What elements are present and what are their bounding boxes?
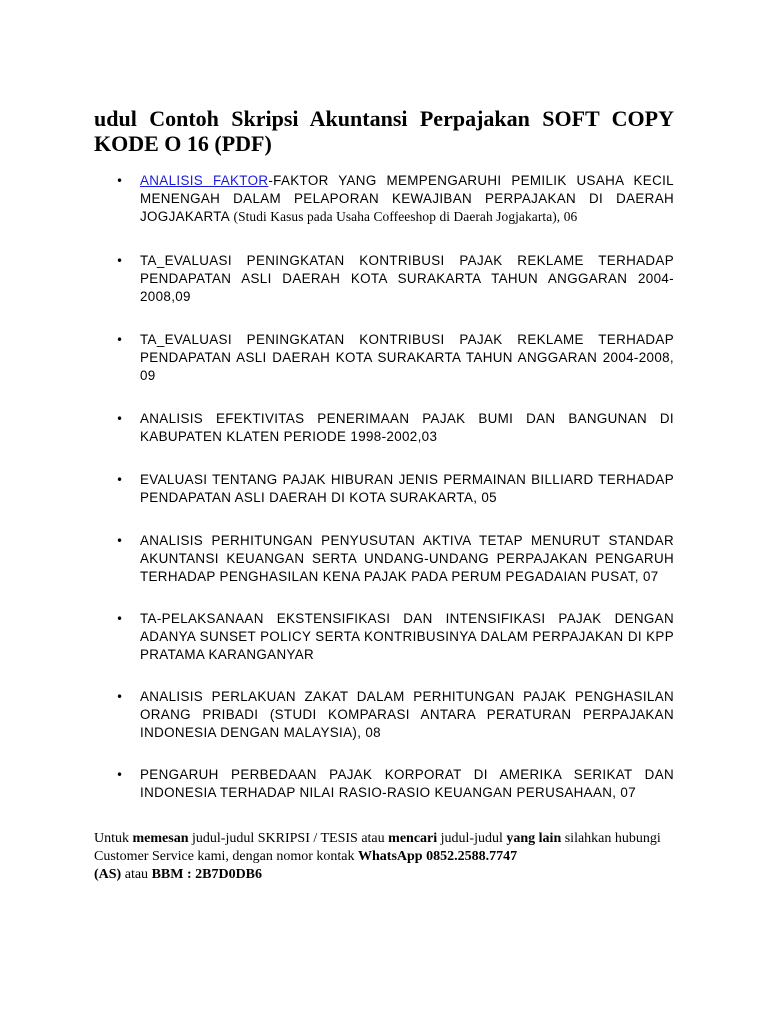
list-item-text: EVALUASI TENTANG PAJAK HIBURAN JENIS PERMAINAN BILLIARD TERHADAP PENDAPATAN ASLI DAERAH DI KOTA SURAKARTA, 05 xyxy=(140,472,674,505)
list-item xyxy=(116,688,674,742)
contact-emphasis: mencari xyxy=(388,831,438,846)
bullet-icon: • xyxy=(116,612,124,626)
list-item-text: ANALISIS PERHITUNGAN PENYUSUTAN AKTIVA TETAP MENURUT STANDAR AKUNTANSI KEUANGAN SERTA UNDANG-UNDANG PERPAJAKAN PENGARUH TERHADAP PENGHASILAN KENA PAJAK PADA PERUM PEGADAIAN PUSAT, 07 xyxy=(140,533,674,584)
list-item xyxy=(116,471,674,507)
analisis-faktor-link[interactable]: ANALISIS FAKTOR xyxy=(140,173,269,188)
contact-emphasis: (AS) xyxy=(94,867,122,882)
contact-paragraph xyxy=(94,830,694,884)
list-item xyxy=(116,766,674,802)
list-item-text: -FAKTOR YANG MEMPENGARUHI PEMILIK USAHA KECIL MENENGAH DALAM PELAPORAN KEWAJIBAN PERPAJAKAN DI DAERAH JOGJAKARTA xyxy=(140,173,674,224)
document-title: udul Contoh Skripsi Akuntansi Perpajakan SOFT COPY KODE O 16 (PDF) xyxy=(94,106,674,156)
contact-text: atau xyxy=(121,867,152,882)
bullet-icon: • xyxy=(116,174,124,188)
list-item-detail: (Studi Kasus pada Usaha Coffeeshop di Daerah Jogjakarta), 06 xyxy=(230,209,578,224)
list-item xyxy=(116,410,674,446)
contact-text: judul-judul xyxy=(437,831,507,846)
list-item-text: PENGARUH PERBEDAAN PAJAK KORPORAT DI AMERIKA SERIKAT DAN INDONESIA TERHADAP NILAI RASIO-RASIO KEUANGAN PERUSAHAAN, 07 xyxy=(140,767,674,800)
bullet-icon: • xyxy=(116,768,124,782)
whatsapp-number: WhatsApp 0852.2588.7747 xyxy=(358,849,518,864)
bullet-icon: • xyxy=(116,690,124,704)
contact-emphasis: yang lain xyxy=(506,831,562,846)
list-item-text: ANALISIS PERLAKUAN ZAKAT DALAM PERHITUNGAN PAJAK PENGHASILAN ORANG PRIBADI (STUDI KOMPARASI ANTARA PERATURAN PERPAJAKAN INDONESIA DENGAN MALAYSIA), 08 xyxy=(140,689,674,740)
list-item xyxy=(116,532,674,586)
bbm-pin: BBM : 2B7D0DB6 xyxy=(151,867,263,882)
list-item-text: ANALISIS EFEKTIVITAS PENERIMAAN PAJAK BUMI DAN BANGUNAN DI KABUPATEN KLATEN PERIODE 1998-2002,03 xyxy=(140,411,674,444)
list-item-text: TA_EVALUASI PENINGKATAN KONTRIBUSI PAJAK REKLAME TERHADAP PENDAPATAN ASLI DAERAH KOTA SURAKARTA TAHUN ANGGARAN 2004-2008,09 xyxy=(140,253,674,304)
contact-text: judul-judul SKRIPSI / TESIS atau xyxy=(188,831,389,846)
list-item xyxy=(116,610,674,664)
contact-emphasis: memesan xyxy=(132,831,189,846)
contact-text: silahkan hubungi Customer Service kami, dengan nomor kontak xyxy=(94,831,661,864)
bullet-icon: • xyxy=(116,412,124,426)
list-item xyxy=(116,172,674,226)
bullet-icon: • xyxy=(116,534,124,548)
bullet-icon: • xyxy=(116,254,124,268)
bullet-icon: • xyxy=(116,333,124,347)
bullet-icon: • xyxy=(116,473,124,487)
list-item xyxy=(116,252,674,306)
list-item xyxy=(116,331,674,385)
list-item-text: TA_EVALUASI PENINGKATAN KONTRIBUSI PAJAK REKLAME TERHADAP PENDAPATAN ASLI DAERAH KOTA SURAKARTA TAHUN ANGGARAN 2004-2008, 09 xyxy=(140,332,674,383)
thesis-title-list xyxy=(116,172,674,802)
contact-text: Untuk xyxy=(94,831,133,846)
list-item-text: TA-PELAKSANAAN EKSTENSIFIKASI DAN INTENSIFIKASI PAJAK DENGAN ADANYA SUNSET POLICY SERTA KONTRIBUSINYA DALAM PERPAJAKAN DI KPP PRATAMA KARANGANYAR xyxy=(140,611,674,662)
